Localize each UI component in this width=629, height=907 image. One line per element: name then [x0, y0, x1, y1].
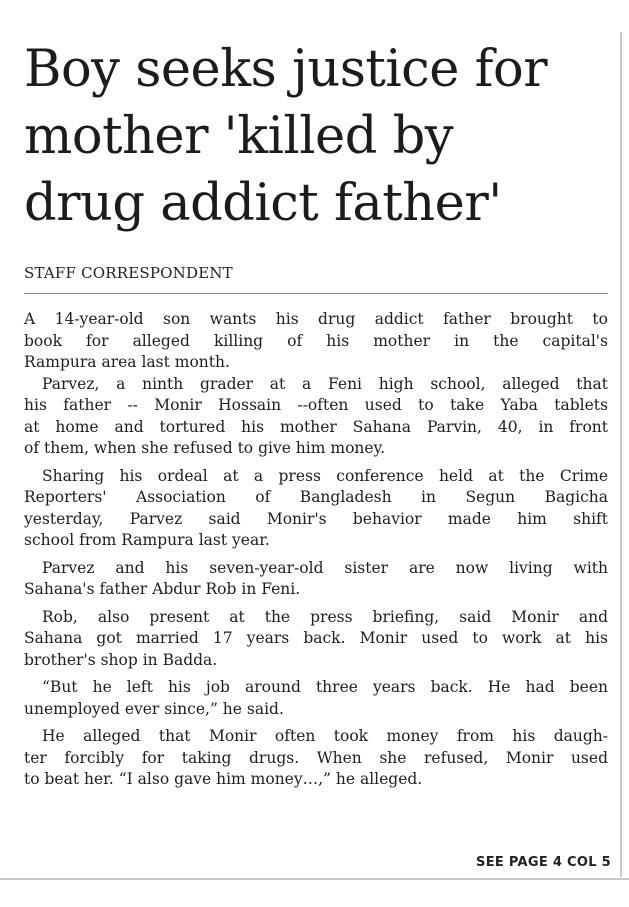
- text-line: of them, when she refused to give him money.: [24, 439, 386, 457]
- text-line: school from Rampura last year.: [24, 531, 270, 549]
- paragraph: [24, 374, 608, 460]
- headline-line: mother 'killed by: [24, 107, 454, 166]
- byline-divider: [24, 293, 608, 294]
- text-line: Sahana got married 17 years back. Monir used to work at his: [24, 629, 608, 647]
- headline-line: Boy seeks justice for: [24, 40, 548, 99]
- text-line: Parvez and his seven-year-old sister are now living with: [42, 558, 608, 577]
- text-line: Rampura area last month.: [24, 353, 230, 371]
- text-line: Rob, also present at the press briefing, said Monir and: [42, 607, 608, 626]
- text-line: A 14-year-old son wants his drug addict father brought to: [24, 310, 608, 328]
- paragraph: [24, 558, 608, 601]
- text-line: unemployed ever since,” he said.: [24, 699, 284, 718]
- text-line: brother's shop in Badda.: [24, 650, 218, 669]
- paragraph: [24, 726, 608, 791]
- text-line: to beat her. “I also gave him money…,” he alleged.: [24, 770, 423, 788]
- text-line: ter forcibly for taking drugs. When she refused, Monir used: [24, 748, 608, 767]
- text-line: Parvez, a ninth grader at a Feni high school, alleged that: [42, 374, 608, 393]
- text-line: Sahana's father Abdur Rob in Feni.: [24, 580, 301, 598]
- byline: STAFF CORRESPONDENT: [24, 264, 233, 282]
- continuation-reference: SEE PAGE 4 COL 5: [476, 855, 611, 870]
- column-rule-right: [620, 32, 622, 877]
- text-line: his father -- Monir Hossain --often used to take Yaba tablets: [24, 396, 608, 414]
- text-line: yesterday, Parvez said Monir's behavior made him shift: [24, 509, 608, 528]
- paragraph: [24, 677, 608, 720]
- text-line: book for alleged killing of his mother in the capital's: [24, 331, 608, 350]
- headline: [24, 36, 614, 237]
- article-body: [24, 309, 608, 791]
- paragraph: [24, 607, 608, 672]
- headline-line: drug addict father': [24, 174, 502, 233]
- text-line: at home and tortured his mother Sahana Parvin, 40, in front: [24, 417, 608, 436]
- text-line: He alleged that Monir often took money from his daugh-: [42, 727, 608, 745]
- text-line: “But he left his job around three years back. He had been: [42, 678, 608, 696]
- bottom-rule: [0, 878, 629, 880]
- text-line: Reporters' Association of Bangladesh in Segun Bagicha: [24, 488, 608, 506]
- text-line: Sharing his ordeal at a press conference held at the Crime: [42, 466, 608, 485]
- paragraph: [24, 466, 608, 552]
- paragraph: [24, 309, 608, 374]
